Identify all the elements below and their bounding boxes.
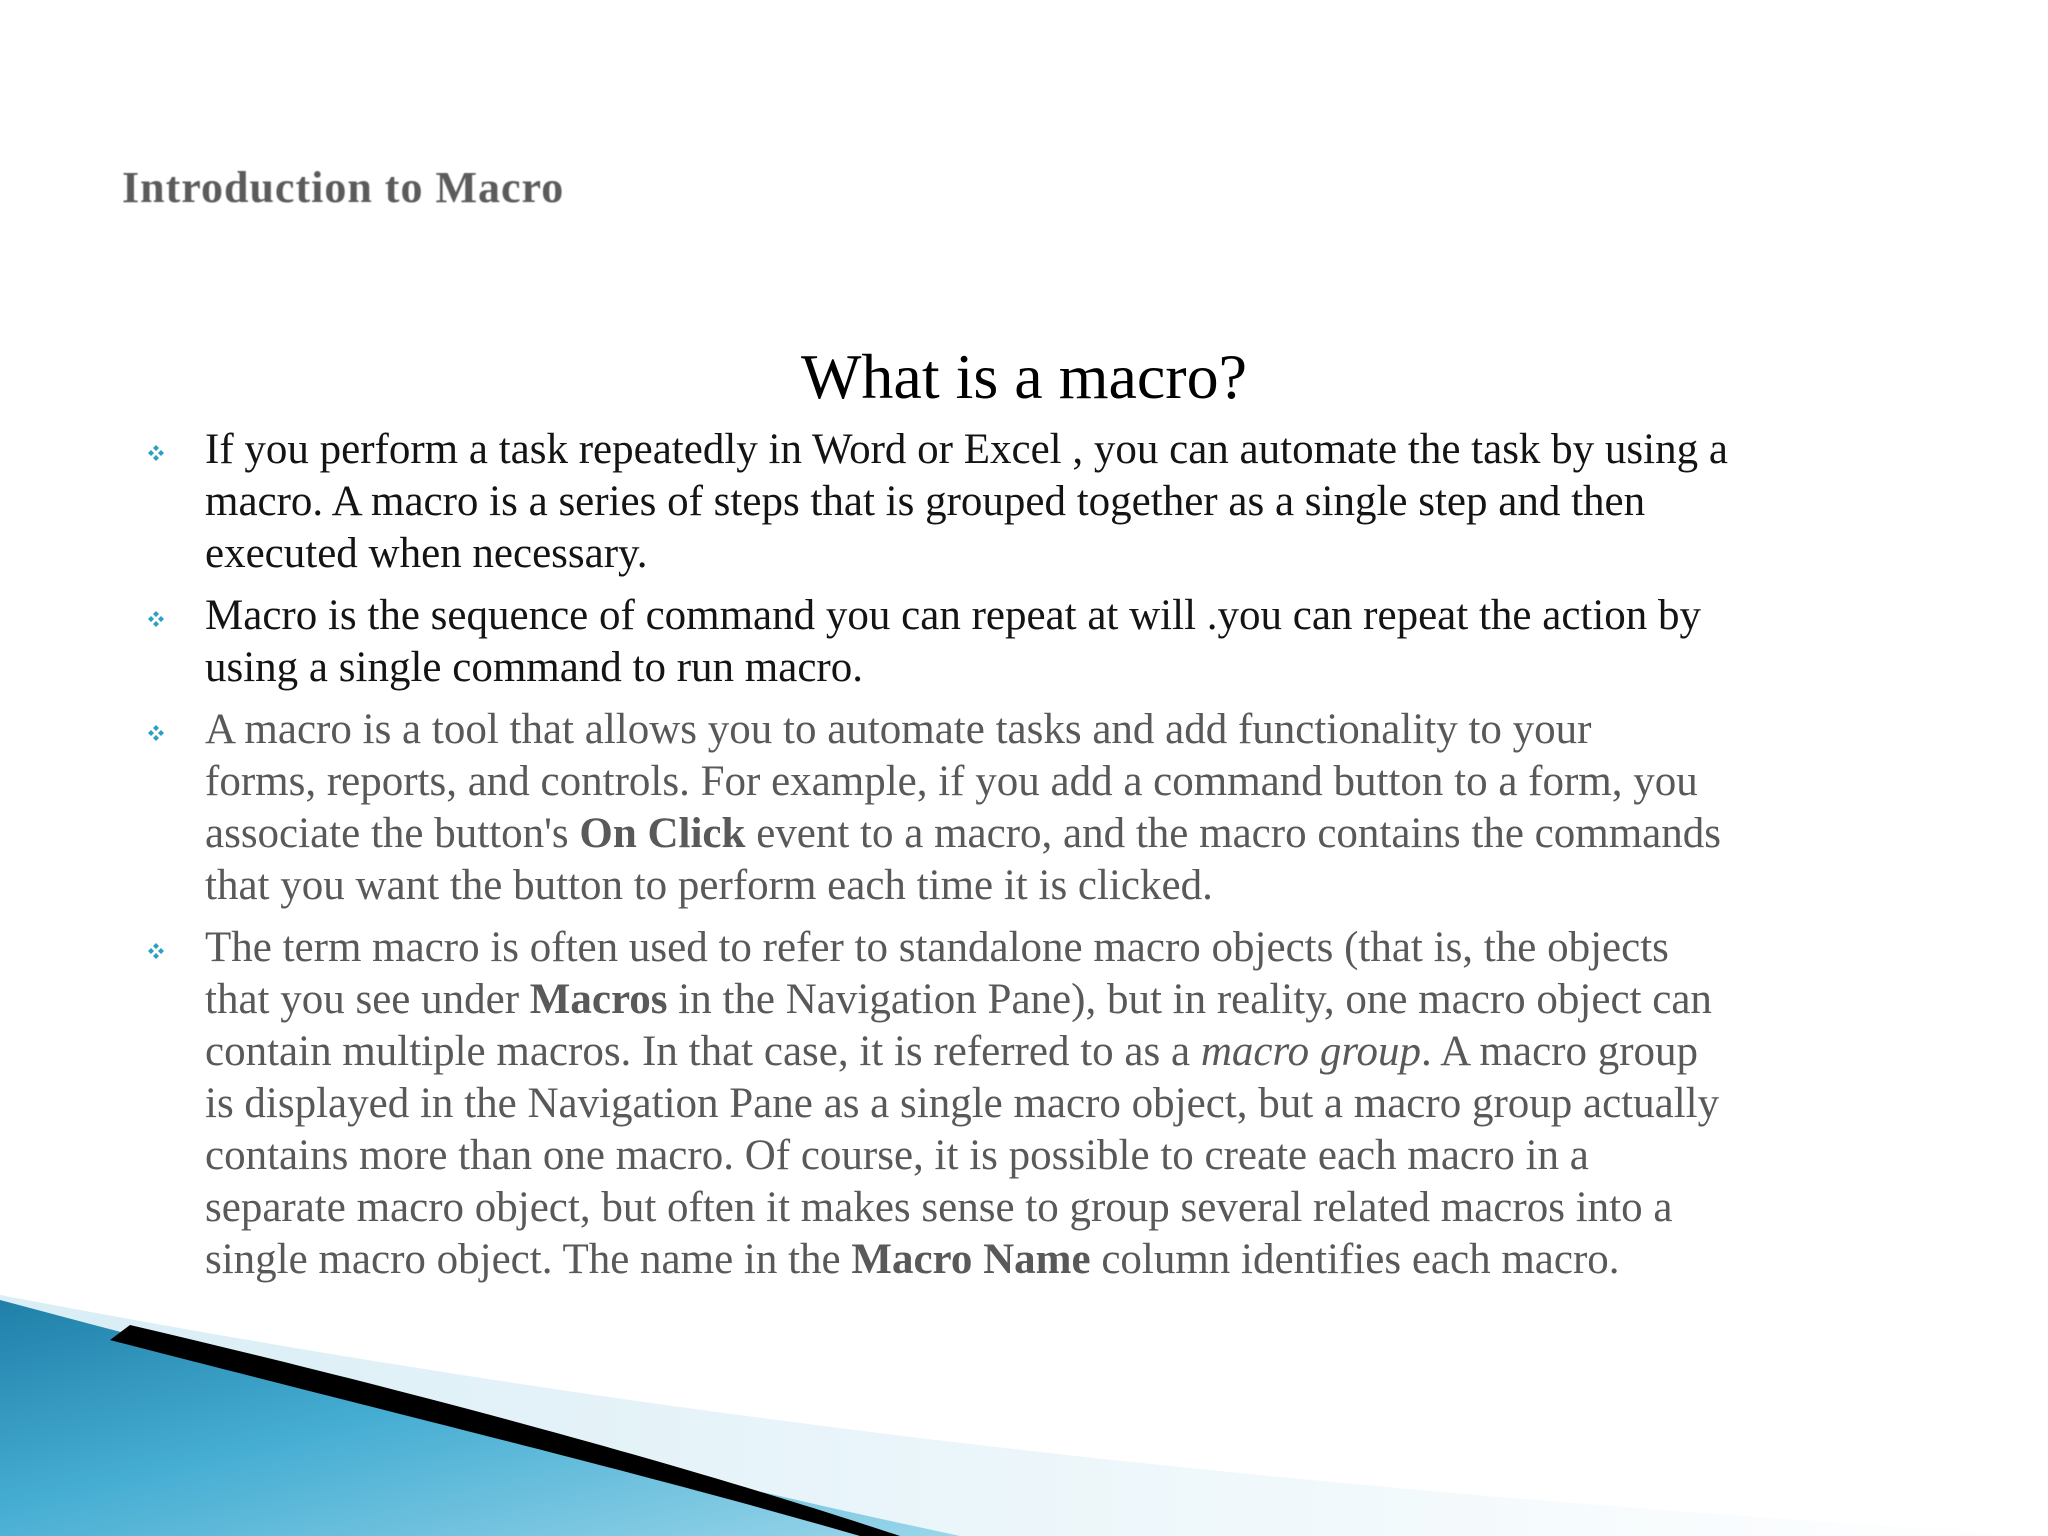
bullet-line: executed when necessary. bbox=[205, 530, 648, 577]
text-run: that you see under bbox=[205, 976, 530, 1023]
text-run: column identifies each macro. bbox=[1090, 1236, 1620, 1283]
slide-heading: What is a macro? bbox=[801, 341, 1247, 412]
text-run: . A macro group bbox=[1420, 1028, 1699, 1075]
bullet-line bbox=[205, 1026, 1938, 1078]
four-diamond-bullet-icon bbox=[148, 725, 164, 741]
four-diamond-bullet-icon bbox=[148, 611, 164, 627]
text-run: associate the button's bbox=[205, 810, 580, 857]
bullet-line: forms, reports, and controls. For example, if you add a command button to a form, you bbox=[205, 758, 1698, 805]
bullet-item-4 bbox=[148, 922, 1938, 1286]
bullet-item-3 bbox=[148, 704, 1938, 912]
bullet-list bbox=[148, 424, 1938, 1296]
bullet-line: macro. A macro is a series of steps that is grouped together as a single step and then bbox=[205, 478, 1646, 525]
slide-title: Introduction to Macro bbox=[122, 163, 565, 212]
bold-term-macro-name: Macro Name bbox=[851, 1236, 1091, 1283]
bullet-item-2 bbox=[148, 590, 1938, 694]
text-run: in the Navigation Pane), but in reality, one macro object can bbox=[667, 976, 1712, 1023]
four-diamond-bullet-icon bbox=[148, 943, 164, 959]
bullet-line: If you perform a task repeatedly in Word or Excel , you can automate the task by using a bbox=[205, 426, 1728, 473]
bullet-line: A macro is a tool that allows you to automate tasks and add functionality to your bbox=[205, 706, 1592, 753]
bullet-line bbox=[205, 1234, 1938, 1286]
bold-term-on-click: On Click bbox=[579, 810, 746, 857]
bold-term-macros: Macros bbox=[529, 976, 668, 1023]
bullet-line: that you want the button to perform each time it is clicked. bbox=[205, 862, 1213, 909]
text-run: event to a macro, and the macro contains the commands bbox=[745, 810, 1721, 857]
bullet-line bbox=[205, 974, 1938, 1026]
bullet-line: separate macro object, but often it makes sense to group several related macros into a bbox=[205, 1184, 1673, 1231]
bullet-line: contains more than one macro. Of course, it is possible to create each macro in a bbox=[205, 1132, 1589, 1179]
text-run: single macro object. The name in the bbox=[205, 1236, 852, 1283]
bullet-line: The term macro is often used to refer to standalone macro objects (that is, the objects bbox=[205, 924, 1669, 971]
bullet-line: Macro is the sequence of command you can repeat at will .you can repeat the action by bbox=[205, 592, 1702, 639]
bullet-line: is displayed in the Navigation Pane as a single macro object, but a macro group actually bbox=[205, 1080, 1720, 1127]
italic-term-macro-group: macro group bbox=[1200, 1028, 1421, 1075]
text-run: contain multiple macros. In that case, it is referred to as a bbox=[205, 1028, 1201, 1075]
bullet-line: using a single command to run macro. bbox=[205, 644, 863, 691]
bullet-line bbox=[205, 808, 1938, 860]
bullet-item-1 bbox=[148, 424, 1938, 580]
four-diamond-bullet-icon bbox=[148, 445, 164, 461]
